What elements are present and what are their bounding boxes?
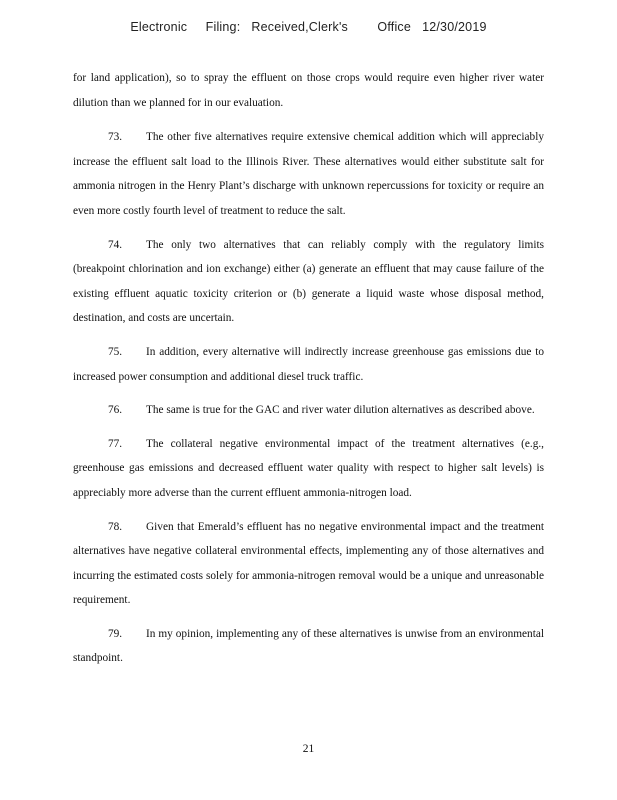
header-received: Received,Clerk's	[251, 20, 349, 34]
paragraph-number: 79.	[108, 627, 123, 640]
paragraph-77	[73, 432, 544, 506]
paragraph-text: The same is true for the GAC and river water dilution alternatives as described above.	[146, 404, 535, 417]
page-number: 21	[302, 743, 315, 755]
document-body	[73, 66, 544, 680]
paragraph-74	[73, 233, 544, 331]
paragraph-78	[73, 515, 544, 613]
paragraph-text: In addition, every alternative will indirectly increase greenhouse gas emissions due to increased power consumption and additional diesel truck traffic.	[73, 345, 544, 383]
header-filing: Filing:	[205, 20, 241, 34]
paragraph-number: 77.	[108, 437, 123, 450]
paragraph-text: In my opinion, implementing any of these alternatives is unwise from an environmental standpoint.	[73, 627, 544, 665]
paragraph-75	[73, 340, 544, 389]
paragraph-76	[73, 398, 544, 423]
continuation-paragraph: for land application), so to spray the effluent on those crops would require even higher river water dilution than we planned for in our evaluation.	[73, 72, 544, 109]
paragraph-text: Given that Emerald’s effluent has no negative environmental impact and the treatment alternatives have negative collateral environmental effects, implementing any of those alternatives and incurring the estimated costs solely for ammonia-nitrogen removal would be a unique and unreasonable requirement.	[73, 520, 544, 607]
header-date: 12/30/2019	[422, 20, 487, 34]
paragraph-79	[73, 622, 544, 671]
filing-header	[0, 20, 617, 34]
header-office: Office	[377, 20, 412, 34]
paragraph-73	[73, 125, 544, 223]
paragraph-text: The collateral negative environmental impact of the treatment alternatives (e.g., greenhouse gas emissions and decreased effluent water quality with respect to higher salt levels) is appreciably more adverse than the current effluent ammonia-nitrogen load.	[73, 437, 544, 499]
header-electronic: Electronic	[130, 20, 188, 34]
paragraph-text: The other five alternatives require extensive chemical addition which will appreciably increase the effluent salt load to the Illinois River. These alternatives would either substitute salt for ammonia nitrogen in the Henry Plant’s discharge with unknown repercussions for toxicity or require an even more costly fourth level of treatment to reduce the salt.	[73, 131, 544, 217]
paragraph-number: 73.	[108, 131, 123, 144]
paragraph-number: 76.	[108, 404, 123, 417]
paragraph-text: The only two alternatives that can reliably comply with the regulatory limits (breakpoint chlorination and ion exchange) either (a) generate an effluent that may cause failure of the existing effluent aquatic toxicity criterion or (b) generate a liquid waste whose disposal method, destination, and costs are uncertain.	[73, 238, 544, 325]
paragraph-number: 78.	[108, 520, 123, 533]
paragraph-number: 75.	[108, 345, 123, 358]
paragraph-number: 74.	[108, 238, 123, 251]
